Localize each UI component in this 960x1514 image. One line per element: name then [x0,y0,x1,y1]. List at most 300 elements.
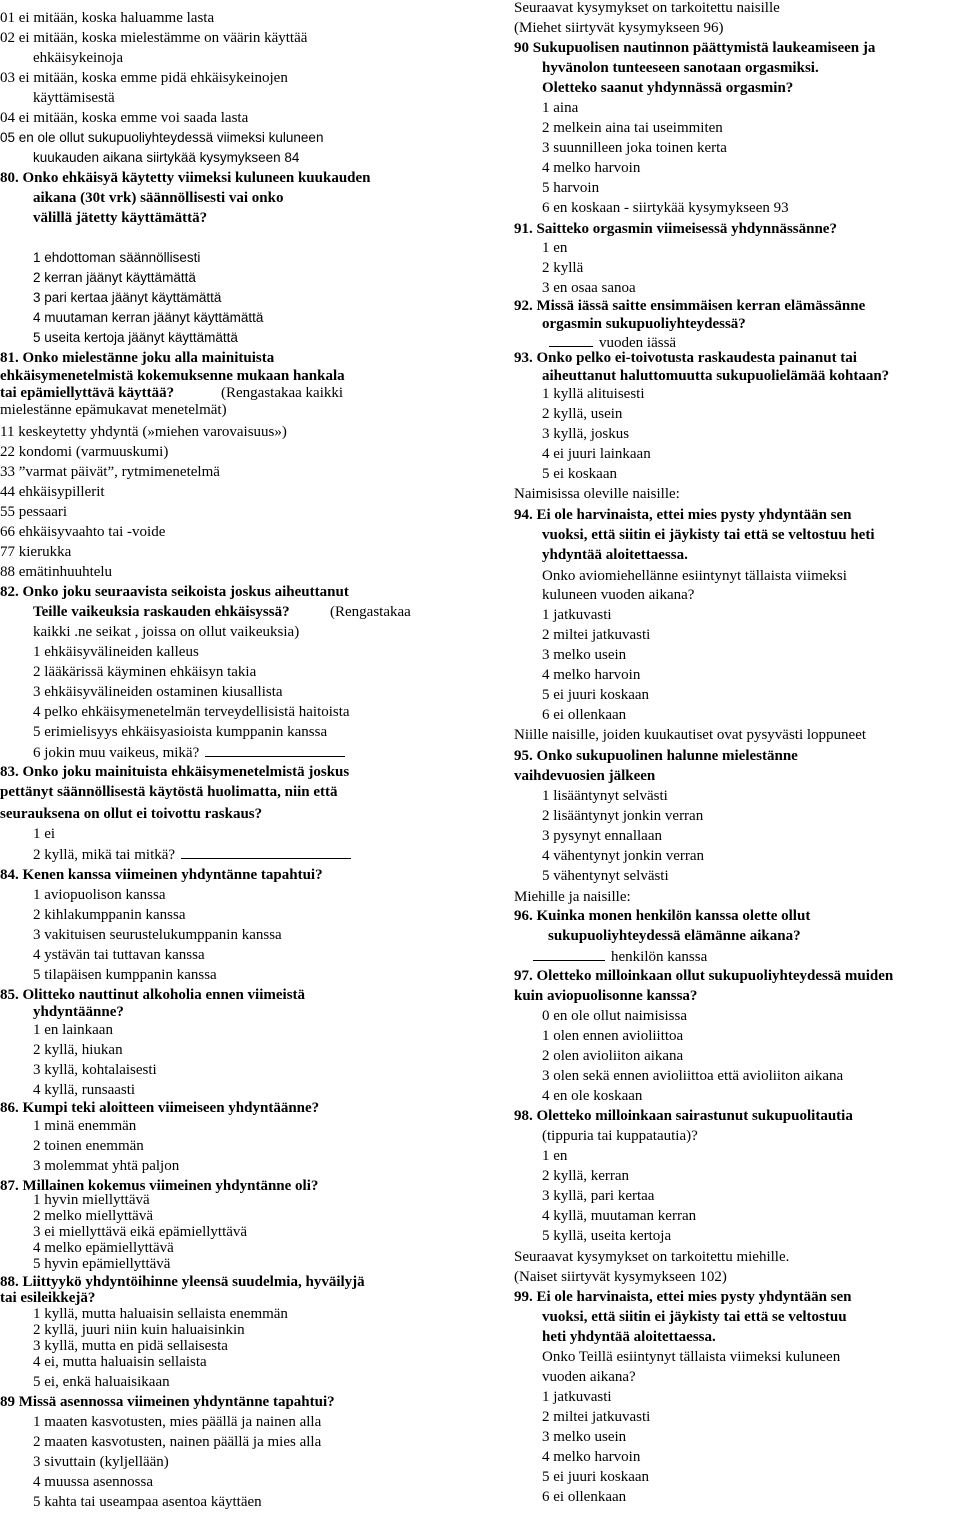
line-text: Onko aviomiehellänne esiintynyt tällaista viimeksi [542,568,847,584]
line-text: 2 kerran jäänyt käyttämättä [33,270,196,285]
left-line-39 [0,762,349,782]
right-line-44 [542,866,669,886]
line-text: 3 molemmat yhtä paljon [33,1158,180,1174]
line-text: 5 harvoin [542,180,600,196]
line-text: 3 sivuttain (kyljellään) [33,1454,169,1470]
line-text: kuluneen vuoden aikana? [542,587,695,603]
line-text: 89 Missä asennossa viimeinen yhdyntänne tapahtui? [0,1394,335,1410]
right-line-64 [514,1267,727,1287]
answer-blank[interactable] [533,946,605,961]
line-text: tai esileikkejä? [0,1290,96,1306]
line-text: 04 ei mitään, koska emme voi saada lasta [0,110,249,126]
line-text: 01 ei mitään, koska haluamme lasta [0,10,215,26]
line-text: 83. Onko joku mainituista ehkäisymenetelmistä joskus [0,764,350,780]
right-line-12 [542,238,567,258]
line-text: 2 kihlakumppanin kanssa [33,907,186,923]
right-line-54 [542,1066,843,1086]
right-line-33 [542,645,626,665]
line-text: 4 vähentynyt jonkin verran [542,848,705,864]
right-line-69 [542,1367,636,1387]
line-text: vuoden aikana? [542,1369,636,1385]
right-line-67 [542,1327,716,1347]
left-line-53 [33,1040,123,1060]
right-line-65 [514,1287,852,1307]
line-text: 6 en koskaan - siirtykää kysymykseen 93 [542,200,789,216]
left-line-19 [221,383,343,403]
line-text: 2 kyllä, hiukan [33,1042,123,1058]
left-line-25 [0,502,67,522]
right-line-6 [542,118,723,138]
right-line-62 [542,1226,671,1246]
left-line-48 [33,945,205,965]
line-text: 3 olen sekä ennen avioliittoa että avioliiton aikana [542,1068,844,1084]
line-text: 88 emätinhuuhtelu [0,564,113,580]
line-text: 3 kyllä, mutta en pidä sellaisesta [33,1338,228,1354]
line-text: välillä jätetty käyttämättä? [33,210,208,226]
right-line-5 [542,98,578,118]
right-line-52 [542,1026,683,1046]
left-line-11 [33,248,200,268]
line-text: Teille vaikeuksia raskauden ehkäisyssä? [33,604,290,620]
line-text: 82. Onko joku seuraavista seikoista joskus aiheuttanut [0,584,349,600]
right-line-13 [542,258,583,278]
left-line-41 [0,804,262,824]
left-line-71 [33,1352,207,1372]
line-text: 4 melko epämiellyttävä [33,1240,174,1256]
line-text: 2 melkein aina tai useimmiten [542,120,723,136]
line-text: 5 ei, enkä haluaisikaan [33,1374,170,1390]
line-text: 4 en ole koskaan [542,1088,643,1104]
line-text: 3 melko usein [542,647,627,663]
line-text: 1 hyvin miellyttävä [33,1192,150,1208]
right-line-41 [542,806,703,826]
line-text: 91. Saitteko orgasmin viimeisessä yhdynnässänne? [514,221,837,237]
right-line-26 [514,505,852,525]
right-line-4 [542,78,793,98]
left-line-42 [33,824,55,844]
line-text: Niille naisille, joiden kuukautiset ovat pysyvästi loppuneet [514,727,867,743]
line-text: 4 kyllä, runsaasti [33,1082,136,1098]
left-line-13 [33,288,221,308]
line-text: 3 kyllä, pari kertaa [542,1188,655,1204]
line-text: 6 ei ollenkaan [542,707,627,723]
line-text: 94. Ei ole harvinaista, ettei mies pysty yhdyntään sen [514,507,852,523]
line-text: 1 lisääntynyt selvästi [542,788,668,804]
line-text: heti yhdyntää aloitettaessa. [542,1329,716,1345]
line-text: 5 kyllä, useita kertoja [542,1228,672,1244]
line-text: 1 jatkuvasti [542,1389,612,1405]
left-line-32 [33,622,299,642]
line-text: 1 aviopuolison kanssa [33,887,166,903]
line-text: Oletteko saanut yhdynnässä orgasmin? [542,80,794,96]
line-text: 93. Onko pelko ei-toivotusta raskaudesta painanut tai [514,350,857,366]
line-text: 2 lisääntynyt jonkin verran [542,808,704,824]
line-text: 5 vähentynyt selvästi [542,868,669,884]
left-line-10 [33,208,207,228]
left-line-4 [33,88,115,108]
left-line-56 [0,1098,319,1118]
line-text: 77 kierukka [0,544,72,560]
line-text: 44 ehkäisypillerit [0,484,105,500]
line-text: 3 suunnilleen joka toinen kerta [542,140,727,156]
line-text: 3 ehkäisyvälineiden ostaminen kiusallista [33,684,283,700]
left-line-74 [33,1412,321,1432]
left-line-59 [33,1156,179,1176]
left-line-15 [33,328,238,348]
line-text: 4 kyllä, muutaman kerran [542,1208,697,1224]
line-text: vuoksi, että siitin ei jäykisty tai että se veltostuu heti [542,527,875,543]
right-line-59 [542,1166,629,1186]
right-line-34 [542,665,640,685]
right-line-53 [542,1046,683,1066]
left-line-29 [0,582,349,602]
line-text: 5 erimielisyys ehkäisyasioista kumppanin kanssa [33,724,328,740]
line-text: 3 pari kertaa jäänyt käyttämättä [33,290,222,305]
line-text: 5 tilapäisen kumppanin kanssa [33,967,217,983]
line-text: 81. Onko mielestänne joku alla mainituista [0,350,275,366]
left-line-5 [0,108,248,128]
left-line-43 [33,844,351,865]
line-text: 11 keskeytetty yhdyntä (»miehen varovaisuus») [0,424,287,440]
right-line-20 [542,384,645,404]
line-text: 4 ystävän tai tuttavan kanssa [33,947,205,963]
left-line-22 [0,442,168,462]
line-text: 03 ei mitään, koska emme pidä ehkäisykeinojen [0,70,288,86]
line-text: 22 kondomi (varmuuskumi) [0,444,169,460]
line-text: 1 kyllä, mutta haluaisin sellaista enemmän [33,1306,288,1322]
right-line-56 [514,1106,853,1126]
right-line-55 [542,1086,642,1106]
left-line-49 [33,965,217,985]
left-line-28 [0,562,112,582]
right-line-1 [514,18,724,38]
line-text: 5 hyvin epämiellyttävä [33,1256,171,1272]
left-line-77 [33,1472,153,1492]
line-text: 86. Kumpi teki aloitteen viimeiseen yhdyntäänne? [0,1100,320,1116]
left-line-24 [0,482,105,502]
line-text: 6 jokin muu vaikeus, mikä? [33,745,200,761]
right-line-32 [542,625,650,645]
line-text: 1 en [542,240,568,256]
line-text: 1 ei [33,826,56,842]
line-text: 84. Kenen kanssa viimeinen yhdyntänne tapahtui? [0,867,323,883]
right-line-9 [542,178,599,198]
line-text: pettänyt säännöllisestä käytöstä huolimatta, niin että [0,784,338,800]
left-line-7 [33,148,299,168]
right-line-31 [542,605,612,625]
line-text: orgasmin sukupuoliyhteydessä? [542,316,746,332]
right-line-18 [514,348,857,368]
line-text: kuukauden aikana siirtykää kysymykseen 84 [33,150,300,165]
line-text: 4 melko harvoin [542,667,641,683]
right-line-50 [514,986,697,1006]
right-line-42 [542,826,662,846]
line-text: 2 lääkärissä käyminen ehkäisyn takia [33,664,257,680]
line-text: 2 melko miellyttävä [33,1208,153,1224]
line-text: 1 en [542,1148,568,1164]
right-line-73 [542,1447,640,1467]
line-text: 92. Missä iässä saitte ensimmäisen kerran elämässänne [514,298,866,314]
left-line-1 [0,28,307,48]
line-text: 88. Liittyykö yhdyntöihinne yleensä suudelmia, hyväilyjä [0,1274,365,1290]
left-line-21 [0,422,287,442]
right-line-21 [542,404,622,424]
right-line-35 [542,685,649,705]
line-text: (tippuria tai kuppatautia)? [542,1128,698,1144]
right-line-36 [542,705,626,725]
right-line-63 [514,1247,789,1267]
answer-blank[interactable] [549,332,593,347]
right-line-19 [542,366,889,386]
right-line-46 [514,906,810,926]
left-line-33 [33,642,199,662]
line-text: Naimisissa oleville naisille: [514,486,680,502]
right-line-14 [542,278,636,298]
line-text: 95. Onko sukupuolinen halunne mielestänne [514,748,798,764]
right-line-75 [542,1487,626,1507]
left-line-0 [0,8,214,28]
left-line-45 [33,885,166,905]
left-line-16 [0,348,274,368]
line-text: 2 miltei jatkuvasti [542,1409,651,1425]
right-line-25 [514,484,680,504]
line-text: 6 ei ollenkaan [542,1489,627,1505]
right-line-29 [542,566,847,586]
right-line-16 [542,314,746,334]
right-line-15 [514,296,865,316]
line-text: 2 kyllä, juuri niin kuin haluaisinkin [33,1322,245,1338]
left-line-72 [33,1372,170,1392]
line-text: 3 melko usein [542,1429,627,1445]
left-line-27 [0,542,71,562]
right-line-11 [514,219,837,239]
line-text: Onko Teillä esiintynyt tällaista viimeksi kuluneen [542,1349,841,1365]
left-line-78 [33,1492,262,1512]
line-text: Miehille ja naisille: [514,889,631,905]
right-line-27 [542,525,874,545]
right-line-40 [542,786,668,806]
line-text: 2 maaten kasvotusten, nainen päällä ja mies alla [33,1434,322,1450]
line-text: 90 Sukupuolisen nautinnon päättymistä laukeamiseen ja [514,40,876,56]
line-text: 5 ei juuri koskaan [542,1469,650,1485]
line-text: 4 pelko ehkäisymenetelmän terveydellisistä haitoista [33,704,350,720]
line-text: 4 melko harvoin [542,1449,641,1465]
line-text: vuoden iässä [599,335,677,351]
right-line-3 [542,58,819,78]
right-line-38 [514,746,798,766]
left-line-35 [33,682,283,702]
line-text: seurauksena on ollut ei toivottu raskaus? [0,806,263,822]
right-line-68 [542,1347,840,1367]
left-line-31 [330,602,411,622]
left-line-52 [33,1020,113,1040]
line-text: 3 kyllä, kohtalaisesti [33,1062,157,1078]
right-line-24 [542,464,617,484]
right-line-45 [514,887,631,907]
right-line-66 [542,1307,847,1327]
right-line-60 [542,1186,654,1206]
line-text: 2 kyllä, usein [542,406,623,422]
line-text: 87. Millainen kokemus viimeinen yhdyntänne oli? [0,1178,319,1194]
answer-blank[interactable] [205,742,345,757]
left-line-75 [33,1432,321,1452]
line-text: 3 en osaa sanoa [542,280,636,296]
line-text: mielestänne epämukavat menetelmät) [0,402,227,418]
left-line-37 [33,722,327,742]
left-line-55 [33,1080,135,1100]
line-text: 2 miltei jatkuvasti [542,627,651,643]
left-line-38 [33,742,345,763]
right-line-71 [542,1407,650,1427]
left-line-36 [33,702,350,722]
line-text: 66 ehkäisyvaahto tai -voide [0,524,166,540]
line-text: 1 olen ennen avioliittoa [542,1028,684,1044]
left-line-65 [33,1254,170,1274]
line-text: 3 kyllä, joskus [542,426,630,442]
line-text: 4 ei, mutta haluaisin sellaista [33,1354,207,1370]
left-line-54 [33,1060,157,1080]
left-line-12 [33,268,196,288]
left-line-26 [0,522,165,542]
line-text: 4 ei juuri lainkaan [542,446,651,462]
line-text: 2 toinen enemmän [33,1138,144,1154]
line-text: (Rengastakaa [330,604,411,620]
line-text: vaihdevuosien jälkeen [514,768,656,784]
line-text: 1 ehdottoman säännöllisesti [33,250,201,265]
line-text: 55 pessaari [0,504,68,520]
left-line-57 [33,1116,136,1136]
left-line-9 [33,188,283,208]
line-text: 02 ei mitään, koska mielestämme on väärin käyttää [0,30,308,46]
line-text: 97. Oletteko milloinkaan ollut sukupuoliyhteydessä muiden [514,968,894,984]
left-line-20 [0,400,227,420]
line-text: 4 muussa asennossa [33,1474,153,1490]
line-text: käyttämisestä [33,90,115,106]
left-line-44 [0,865,323,885]
left-line-6 [0,128,323,148]
right-line-61 [542,1206,696,1226]
line-text: 5 ei juuri koskaan [542,687,650,703]
line-text: (Rengastakaa kaikki [221,385,344,401]
line-text: hyvänolon tunteeseen sanotaan orgasmiksi. [542,60,819,76]
line-text: 1 jatkuvasti [542,607,612,623]
left-line-46 [33,905,185,925]
right-line-0 [514,0,780,18]
line-text: 4 melko harvoin [542,160,641,176]
line-text: 80. Onko ehkäisyä käytetty viimeksi kuluneen kuukauden [0,170,371,186]
line-text: 1 maaten kasvotusten, mies päällä ja nainen alla [33,1414,322,1430]
right-line-74 [542,1467,649,1487]
right-line-49 [514,966,893,986]
line-text: 2 olen avioliiton aikana [542,1048,684,1064]
left-line-58 [33,1136,144,1156]
left-line-2 [33,48,123,68]
line-text: 96. Kuinka monen henkilön kanssa olette ollut [514,908,811,924]
line-text: vuoksi, että siitin ei jäykisty tai että se veltostuu [542,1309,847,1325]
left-line-14 [33,308,263,328]
right-line-7 [542,138,727,158]
left-line-34 [33,662,256,682]
right-line-23 [542,444,651,464]
line-text: 4 muutaman kerran jäänyt käyttämättä [33,310,264,325]
line-text: 33 ”varmat päivät”, rytmimenetelmä [0,464,220,480]
line-text: kaikki .ne seikat , joissa on ollut vaikeuksia) [33,624,300,640]
line-text: 1 minä enemmän [33,1118,137,1134]
line-text: ehkäisykeinoja [33,50,123,66]
line-text: henkilön kanssa [611,949,708,965]
line-text: 99. Ei ole harvinaista, ettei mies pysty yhdyntään sen [514,1289,852,1305]
right-line-28 [542,545,688,565]
right-line-47 [548,926,801,946]
line-text: 5 useita kertoja jäänyt käyttämättä [33,330,238,345]
line-text: 1 aina [542,100,579,116]
line-text: 1 en lainkaan [33,1022,113,1038]
left-line-73 [0,1392,335,1412]
left-line-47 [33,925,282,945]
line-text: (Miehet siirtyvät kysymykseen 96) [514,20,724,36]
line-text: 2 kyllä, mikä tai mitkä? [33,847,176,863]
left-line-3 [0,68,288,88]
line-text: 3 vakituisen seurustelukumppanin kanssa [33,927,282,943]
answer-blank[interactable] [181,844,351,859]
line-text: yhdyntää aloitettaessa. [542,547,688,563]
right-line-72 [542,1427,626,1447]
right-line-57 [542,1126,698,1146]
left-line-23 [0,462,220,482]
line-text: 98. Oletteko milloinkaan sairastunut sukupuolitautia [514,1108,853,1124]
line-text: 5 ei koskaan [542,466,617,482]
line-text: aikana (30t vrk) säännöllisesti vai onko [33,190,284,206]
left-line-30 [33,602,290,622]
line-text: yhdyntäänne? [33,1004,124,1020]
right-line-43 [542,846,704,866]
line-text: 1 kyllä alituisesti [542,386,645,402]
right-line-51 [542,1006,687,1026]
line-text: 85. Olitteko nauttinut alkoholia ennen viimeistä [0,987,306,1003]
right-line-70 [542,1387,612,1407]
line-text: aiheuttanut haluttomuutta sukupuolielämää kohtaan? [542,368,890,384]
right-line-10 [542,198,789,218]
right-line-37 [514,725,866,745]
line-text: 2 kyllä, kerran [542,1168,630,1184]
right-line-58 [542,1146,567,1166]
line-text: 3 ei miellyttävä eikä epämiellyttävä [33,1224,248,1240]
left-line-51 [33,1002,124,1022]
line-text: 0 en ole ollut naimisissa [542,1008,687,1024]
line-text: kuin aviopuolisonne kanssa? [514,988,698,1004]
left-line-76 [33,1452,169,1472]
right-line-39 [514,766,655,786]
line-text: 2 kyllä [542,260,584,276]
right-line-8 [542,158,640,178]
line-text: (Naiset siirtyvät kysymykseen 102) [514,1269,727,1285]
right-line-48 [533,946,707,967]
line-text: sukupuoliyhteydessä elämänne aikana? [548,928,801,944]
line-text: tai epämiellyttävä käyttää? [0,385,175,401]
right-line-30 [542,585,694,605]
line-text: 1 ehkäisyvälineiden kalleus [33,644,199,660]
right-line-22 [542,424,629,444]
left-line-8 [0,168,371,188]
line-text: Seuraavat kysymykset on tarkoitettu naisille [514,0,780,16]
line-text: 05 en ole ollut sukupuoliyhteydessä viimeksi kuluneen [0,130,324,145]
line-text: 5 kahta tai useampaa asentoa käyttäen [33,1494,262,1510]
line-text: 3 pysynyt ennallaan [542,828,662,844]
left-line-40 [0,782,338,802]
line-text: Seuraavat kysymykset on tarkoitettu miehille. [514,1249,790,1265]
line-text: ehkäisymenetelmistä kokemuksenne mukaan hankala [0,368,345,384]
right-line-2 [514,38,875,58]
